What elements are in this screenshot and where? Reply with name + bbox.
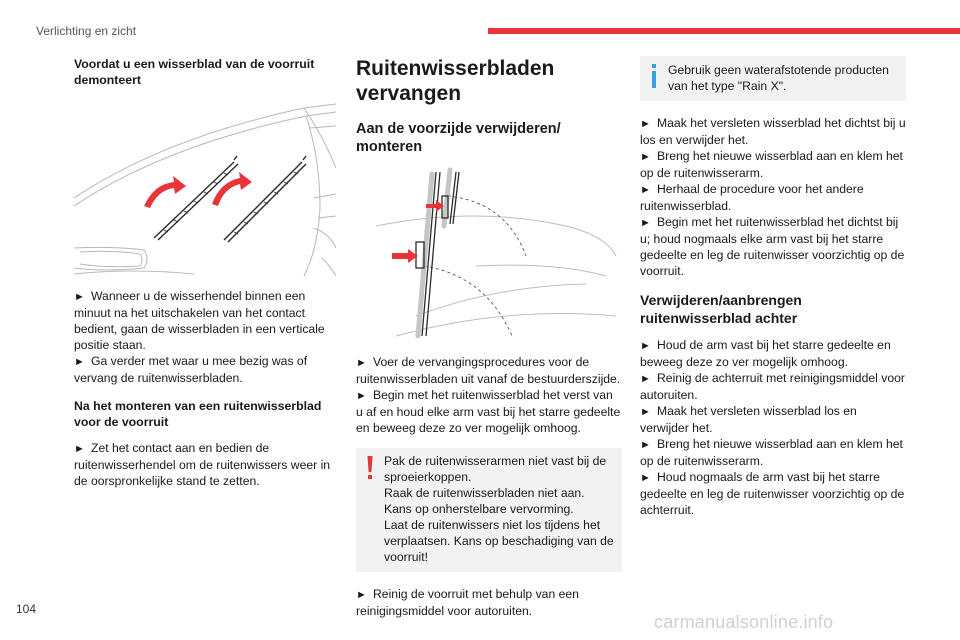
info-text: Gebruik geen waterafstotende producten van het type "Rain X". bbox=[668, 63, 889, 93]
bullet-remove-nearest: ► Maak het versleten wisserblad het dichtst bij u los en verwijder het. bbox=[640, 116, 906, 147]
page-number: 104 bbox=[16, 602, 37, 616]
info-note bbox=[640, 56, 906, 101]
warning-line-3: Laat de ruitenwissers niet los tijdens het verplaatsen. Kans op beschadiging van de voorruit! bbox=[384, 518, 614, 564]
warning-note bbox=[356, 448, 622, 572]
warning-icon bbox=[364, 455, 376, 481]
bullet-driver-side: ► Voer de vervangingsprocedures voor de ruitenwisserbladen uit vanaf de bestuurderszijde. bbox=[356, 355, 620, 386]
bullet-lower-wiper: ► Begin met het ruitenwisserblad het dichtst bij u; houd nogmaals elke arm vast bij het starre gedeelte en leg de ruitenwisser voorzichtig op de voorruit. bbox=[640, 215, 904, 278]
info-icon bbox=[648, 63, 660, 89]
wiper-windshield-diagram-icon bbox=[74, 98, 336, 276]
column-2 bbox=[356, 56, 622, 631]
wiper-blade-removal-diagram-icon bbox=[356, 166, 622, 338]
bullet-rear-attach: ► Breng het nieuwe wisserblad aan en klem het op de ruitenwisserarm. bbox=[640, 437, 903, 468]
bullet-continue: ► Ga verder met waar u mee bezig was of vervang de ruitenwisserbladen. bbox=[74, 354, 307, 385]
bullet-clean-windshield: ► Reinig de voorruit met behulp van een reinigingsmiddel voor autoruiten. bbox=[356, 587, 579, 618]
column-3 bbox=[640, 56, 906, 518]
bullet-rear-lift: ► Houd de arm vast bij het starre gedeelte en beweeg deze zo ver mogelijk omhoog. bbox=[640, 338, 891, 369]
bullet-repeat: ► Herhaal de procedure voor het andere ruitenwisserblad. bbox=[640, 182, 864, 213]
bullet-rear-lower: ► Houd nogmaals de arm vast bij het starre gedeelte en leg de ruitenwisser voorzichtig op de achterruit. bbox=[640, 470, 904, 517]
bullet-lift-arm: ► Begin met het ruitenwisserblad het verst van u af en houd elke arm vast bij het starre gedeelte en beweeg deze zo ver mogelijk omhoog. bbox=[356, 388, 620, 435]
wiper-windshield-figure bbox=[74, 98, 336, 276]
subsection-front: Aan de voorzijde verwijderen/ monteren bbox=[356, 121, 561, 155]
warning-line-1: Pak de ruitenwisserarmen niet vast bij de sproeierkoppen. bbox=[384, 454, 607, 484]
bullet-rear-clean: ► Reinig de achterruit met reinigingsmiddel voor autoruiten. bbox=[640, 371, 905, 402]
bullet-attach-new: ► Breng het nieuwe wisserblad aan en klem het op de ruitenwisserarm. bbox=[640, 149, 903, 180]
heading-after-mounting: Na het monteren van een ruitenwisserblad voor de voorruit bbox=[74, 399, 322, 429]
warning-line-2: Raak de ruitenwisserbladen niet aan. Kans op onherstelbare vervorming. bbox=[384, 486, 585, 516]
wiper-blade-removal-figure bbox=[356, 166, 622, 338]
bullet-rear-remove: ► Maak het versleten wisserblad los en verwijder het. bbox=[640, 404, 857, 435]
watermark: carmanualsonline.info bbox=[654, 612, 834, 632]
subsection-rear: Verwijderen/aanbrengen ruitenwisserblad achter bbox=[640, 292, 802, 326]
heading-before-removal: Voordat u een wisserblad van de voorruit demonteert bbox=[74, 57, 315, 87]
header-accent-bar bbox=[488, 28, 960, 34]
bullet-ignition: ► Zet het contact aan en bedien de ruitenwisserhendel om de ruitenwissers weer in de oorspronkelijke stand te zetten. bbox=[74, 441, 330, 488]
section-title: Ruitenwisserbladen vervangen bbox=[356, 57, 555, 105]
column-1 bbox=[74, 56, 336, 501]
bullet-wiper-lever: ► Wanneer u de wisserhendel binnen een minuut na het uitschakelen van het contact bedient, gaan de wisserbladen in een verticale positie staan. bbox=[74, 289, 325, 352]
page-header-title: Verlichting en zicht bbox=[36, 24, 137, 38]
